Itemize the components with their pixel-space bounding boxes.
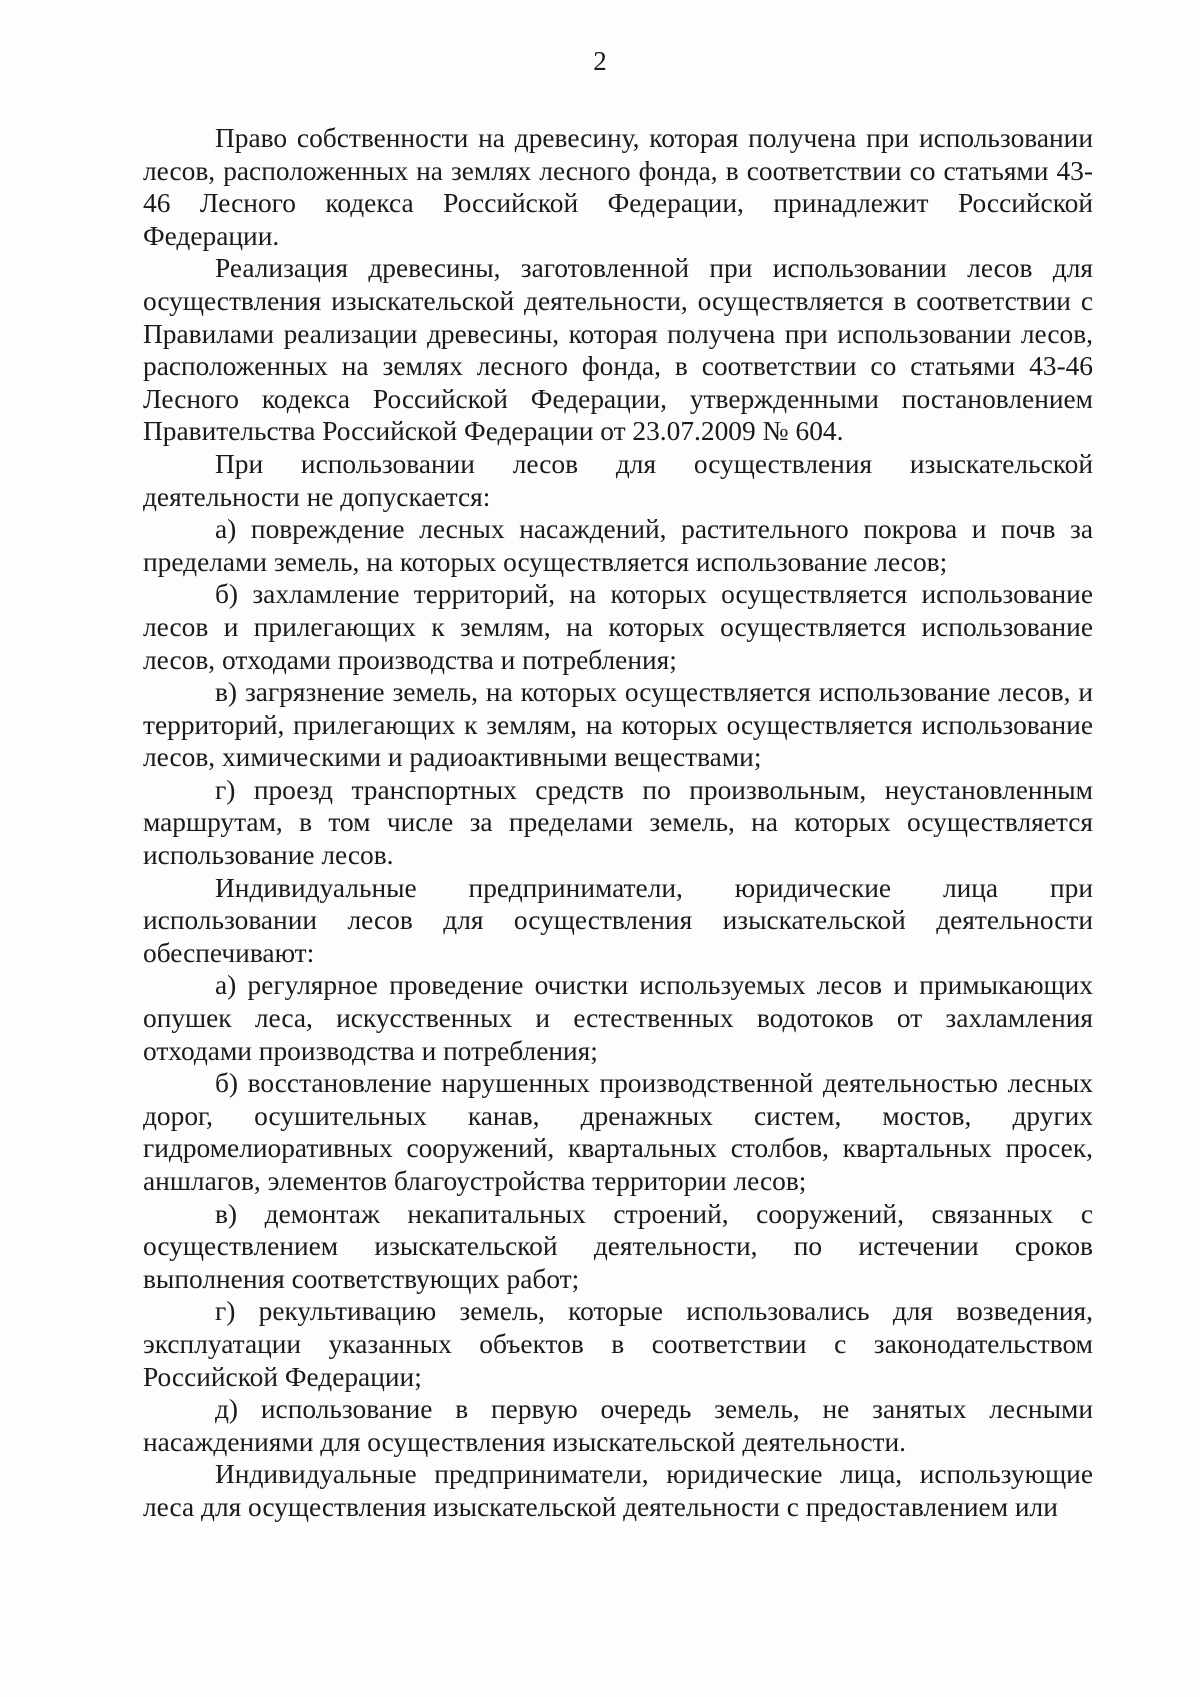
list-item-prohibition-g: г) проезд транспортных средств по произвольным, неустановленным маршрутам, в том числе за пределами земель, на которых осуществляется использование лесов. [143, 774, 1093, 871]
paragraph-sale-of-wood: Реализация древесины, заготовленной при использовании лесов для осуществления изыскательской деятельности, осуществляется в соответствии с Правилами реализации древесины, которая получена при использовании лесов, расположенных на землях лесного фонда, в соответствии со статьями 43-46 Лесного кодекса Российской Федерации, утвержденными постановлением Правительства Российской Федерации от 23.07.2009 № 604. [143, 253, 1093, 447]
list-item-prohibition-a: а) повреждение лесных насаждений, растительного покрова и почв за пределами земель, на которых осуществляется использование лесов; [143, 514, 1093, 577]
paragraph-ownership: Право собственности на древесину, которая получена при использовании лесов, расположенных на землях лесного фонда, в соответствии со статьями 43-46 Лесного кодекса Российской Федерации, принадлежит Российской Федерации. [143, 123, 1093, 251]
list-item-obligation-v: в) демонтаж некапитальных строений, сооружений, связанных с осуществлением изыскательской деятельности, по истечении сроков выполнения соответствующих работ; [143, 1198, 1093, 1294]
list-item-obligation-d: д) использование в первую очередь земель, не занятых лесными насаждениями для осуществления изыскательской деятельности. [143, 1394, 1093, 1457]
list-item-obligation-b: б) восстановление нарушенных производственной деятельностью лесных дорог, осушительных канав, дренажных систем, мостов, других гидромелиоративных сооружений, квартальных столбов, квартальных просек, аншлагов, элементов благоустройства территории лесов; [143, 1068, 1093, 1196]
document-body [143, 122, 1093, 1524]
page-number: 2 [593, 46, 607, 76]
paragraph-prohibitions-intro: При использовании лесов для осуществления изыскательской деятельности не допускается: [143, 448, 1093, 512]
paragraph-obligations-intro: Индивидуальные предприниматели, юридические лица при использовании лесов для осуществления изыскательской деятельности обеспечивают: [143, 872, 1093, 968]
list-item-prohibition-v: в) загрязнение земель, на которых осуществляется использование лесов, и территорий, прилегающих к землям, на которых осуществляется использование лесов, химическими и радиоактивными веществами; [143, 677, 1093, 773]
list-item-obligation-a: а) регулярное проведение очистки используемых лесов и примыкающих опушек леса, искусственных и естественных водотоков от захламления отходами производства и потребления; [143, 970, 1093, 1066]
paragraph-continuation: Индивидуальные предприниматели, юридические лица, использующие леса для осуществления изыскательской деятельности с предоставлением или [143, 1459, 1093, 1522]
list-item-prohibition-b: б) захламление территорий, на которых осуществляется использование лесов и прилегающих к землям, на которых осуществляется использование лесов, отходами производства и потребления; [143, 579, 1093, 675]
list-item-obligation-g: г) рекультивацию земель, которые использовались для возведения, эксплуатации указанных объектов в соответствии с законодательством Российской Федерации; [143, 1296, 1093, 1392]
